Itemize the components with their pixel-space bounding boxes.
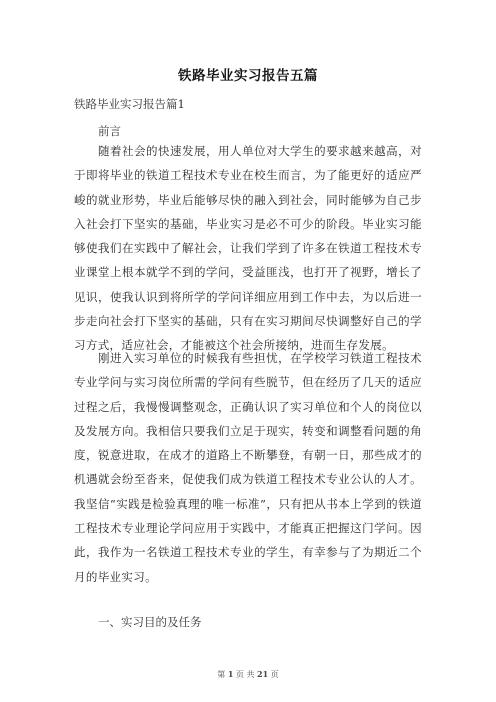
paragraph-2: 刚进入实习单位的时候我有些担忧，在学校学习铁道工程技术专业学问与实习岗位所需的学问有些脱节，但在经历了几天的适应过程之后，我慢慢调整观念，正确认识了实习单位和个人的岗位以及发展方向。我相信只要我们立足于现实，转变和调整看问题的角度，锐意进取，在成才的道路上不断攀登，有朝一日，那些成才的机遇就会纷至沓来，促使我们成为铁道工程技术专业公认的人才。我坚信“实践是检验真理的唯一标准”，只有把从书本上学到的铁道工程技术专业理论学问应用于实践中，才能真正把握这门学问。因此，我作为一名铁道工程技术专业的学生，有幸参与了为期近二个月的毕业实习。 (74, 351, 422, 584)
footer-prefix: 第 (217, 670, 226, 679)
footer-page-number: 1 (227, 669, 234, 679)
section-heading-preface: 前言 (98, 124, 121, 138)
page-footer (0, 669, 496, 680)
footer-total-pages: 21 (257, 669, 269, 679)
section-heading-1: 一、实习目的及任务 (98, 615, 202, 629)
paragraph-1: 随着社会的快速发展，用人单位对大学生的要求越来越高，对于即将毕业的铁道工程技术专业在校生而言，为了能更好的适应严峻的就业形势，毕业后能够尽快的融入到社会，同时能够为自己步入社会打下坚实的基础，毕业实习是必不可少的阶段。毕业实习能够使我们在实践中了解社会，让我们学到了许多在铁道工程技术专业课堂上根本就学不到的学问，受益匪浅，也打开了视野，增长了见识，使我认识到将所学的学问详细应用到工作中去，为以后进一步走向社会打下坚实的基础，只有在实习期间尽快调整好自己的学习方式，适应社会，才能被这个社会所接纳，进而生存发展。 (74, 144, 422, 353)
report-subtitle: 铁路毕业实习报告篇1 (74, 97, 185, 111)
document-title: 铁路毕业实习报告五篇 (178, 68, 318, 84)
footer-middle: 页 共 (235, 670, 255, 679)
footer-suffix: 页 (270, 670, 279, 679)
